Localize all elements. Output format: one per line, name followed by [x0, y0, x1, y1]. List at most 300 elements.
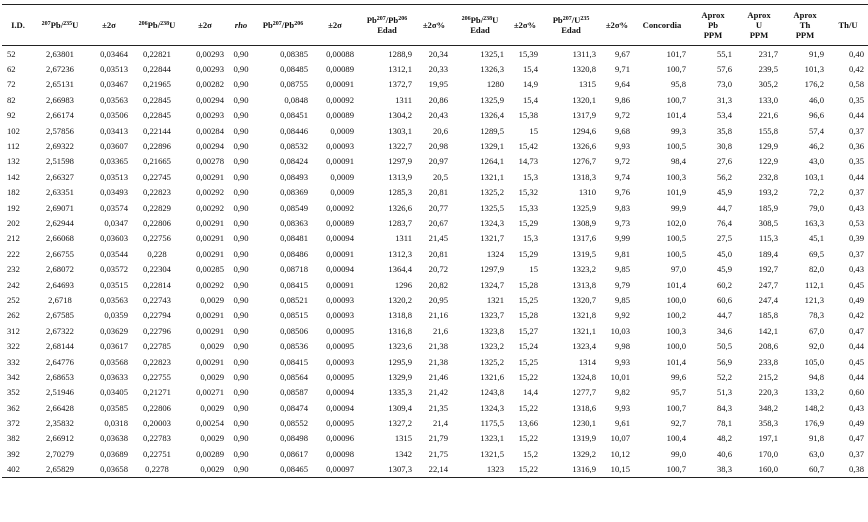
- cell-pb207-pb206-age: 1283,7: [388, 217, 412, 228]
- cell-err-2s-2: 0,00284: [196, 125, 224, 136]
- cell-th-u: 0,42: [848, 64, 864, 75]
- cell-approx-th-ppm: 79,0: [808, 202, 824, 213]
- cell-pb207-u235: 2,64776: [46, 356, 74, 367]
- cell-pb207-u235-age: 1316,9: [572, 464, 596, 475]
- cell-approx-pb-ppm: 52,2: [716, 371, 732, 382]
- cell-err-2s-pct-3: 9,68: [614, 125, 630, 136]
- cell-approx-th-ppm: 105,0: [804, 356, 824, 367]
- cell-err-2s-2: 0,00278: [196, 156, 224, 167]
- table-row: [2, 415, 868, 430]
- cell-pb206-u238: 0,22845: [143, 110, 171, 121]
- cell-rho: 0,90: [233, 464, 249, 475]
- cell-approx-th-ppm: 163,3: [804, 217, 824, 228]
- cell-pb207-u235-age: 1326,6: [572, 141, 596, 152]
- cell-pb207-pb206: 0,08617: [280, 448, 308, 459]
- cell-err-2s-1: 0,03365: [100, 156, 128, 167]
- header-part-pre: Concordia: [642, 20, 682, 30]
- cell-pb207-pb206-age: 1309,4: [388, 402, 412, 413]
- cell-err-2s-pct-3: 9,85: [614, 294, 630, 305]
- cell-err-2s-1: 0,03603: [100, 233, 128, 244]
- cell-approx-pb-ppm: 60,2: [716, 279, 732, 290]
- cell-pb206-u238-age: 1324: [486, 248, 504, 259]
- cell-approx-u-ppm: 185,8: [758, 310, 778, 321]
- cell-pb207-u235: 2,67585: [46, 310, 74, 321]
- header-part-pre: ±2σ: [102, 20, 116, 30]
- table-row: [2, 215, 868, 230]
- cell-rho: 0,90: [233, 448, 249, 459]
- cell-err-2s-pct-3: 10,03: [610, 325, 630, 336]
- header-part-mid: Pb/: [470, 15, 484, 25]
- cell-err-2s-pct-3: 10,07: [610, 433, 630, 444]
- cell-err-2s-pct-2: 15,3: [522, 233, 538, 244]
- cell-pb206-u238-age: 1243,8: [480, 387, 504, 398]
- cell-pb207-pb206-age: 1304,2: [388, 110, 412, 121]
- cell-err-2s-1: 0,03585: [100, 402, 128, 413]
- cell-id: 332: [7, 356, 20, 367]
- cell-err-2s-pct-1: 20,97: [428, 156, 448, 167]
- table-row: [2, 77, 868, 92]
- cell-approx-th-ppm: 133,2: [804, 387, 824, 398]
- cell-rho: 0,90: [233, 171, 249, 182]
- cell-th-u: 0,44: [848, 171, 864, 182]
- cell-pb206-u238-age: 1175,5: [480, 418, 504, 429]
- cell-pb207-pb206-age: 1364,4: [388, 264, 412, 275]
- cell-rho: 0,90: [233, 94, 249, 105]
- cell-id: 52: [7, 48, 16, 59]
- table-body: [2, 46, 868, 478]
- cell-err-2s-pct-2: 13,66: [518, 418, 538, 429]
- cell-pb207-u235: 2,70279: [46, 448, 74, 459]
- header-part-pre: Aprox: [793, 10, 817, 20]
- cell-err-2s-pct-2: 15,27: [518, 325, 538, 336]
- cell-id: 342: [7, 371, 20, 382]
- cell-id: 202: [7, 217, 20, 228]
- cell-pb207-u235: 2,66327: [46, 171, 74, 182]
- cell-err-2s-2: 0,00294: [196, 94, 224, 105]
- cell-err-2s-2: 0,00291: [196, 233, 224, 244]
- cell-err-2s-pct-1: 21,4: [432, 418, 448, 429]
- cell-th-u: 0,53: [848, 217, 864, 228]
- table-row: [2, 446, 868, 461]
- cell-err-2s-2: 0,00289: [196, 448, 224, 459]
- cell-err-2s-3: 0,00094: [326, 264, 354, 275]
- cell-err-2s-2: 0,00292: [196, 187, 224, 198]
- cell-pb207-pb206: 0,08486: [280, 248, 308, 259]
- header-part-line3: PPM: [703, 30, 723, 40]
- cell-err-2s-1: 0,0359: [104, 310, 128, 321]
- cell-err-2s-2: 0,00292: [196, 202, 224, 213]
- header-part-line2: Edad: [377, 25, 397, 35]
- cell-err-2s-pct-1: 21,75: [428, 448, 448, 459]
- cell-id: 402: [7, 464, 20, 475]
- header-line: [643, 20, 682, 30]
- cell-err-2s-pct-1: 21,35: [428, 402, 448, 413]
- cell-err-2s-pct-1: 20,67: [428, 217, 448, 228]
- header-rho: [228, 5, 254, 46]
- cell-approx-th-ppm: 176,9: [804, 418, 824, 429]
- cell-pb207-u235: 2,69071: [46, 202, 74, 213]
- cell-pb207-pb206: 0,0848: [284, 94, 308, 105]
- cell-pb206-u238-age: 1326,4: [480, 110, 504, 121]
- cell-rho: 0,90: [233, 64, 249, 75]
- cell-pb207-u235-age: 1308,9: [572, 217, 596, 228]
- cell-err-2s-pct-2: 14,4: [522, 387, 538, 398]
- header-line: [139, 20, 176, 30]
- cell-pb206-u238: 0,22821: [143, 48, 171, 59]
- cell-th-u: 0,44: [848, 371, 864, 382]
- cell-err-2s-pct-2: 15,2: [522, 448, 538, 459]
- cell-pb206-u238-age: 1329,1: [480, 141, 504, 152]
- cell-concordia: 100,0: [666, 294, 686, 305]
- cell-pb206-u238: 0,22796: [143, 325, 171, 336]
- header-part-pre: ±2σ: [198, 20, 212, 30]
- cell-err-2s-pct-3: 9,83: [614, 202, 630, 213]
- cell-err-2s-1: 0,03633: [100, 371, 128, 382]
- cell-err-2s-1: 0,03563: [100, 294, 128, 305]
- cell-approx-u-ppm: 189,4: [758, 248, 778, 259]
- cell-approx-pb-ppm: 45,0: [716, 248, 732, 259]
- header-line: [367, 15, 407, 25]
- cell-approx-th-ppm: 46,2: [808, 141, 824, 152]
- cell-concordia: 100,7: [666, 464, 686, 475]
- cell-pb207-pb206: 0,08481: [280, 233, 308, 244]
- cell-err-2s-pct-1: 19,95: [428, 79, 448, 90]
- table-row: [2, 462, 868, 478]
- cell-pb207-u235-age: 1317,6: [572, 233, 596, 244]
- cell-pb207-pb206: 0,08363: [280, 217, 308, 228]
- header-part-pre: ±2σ: [328, 20, 342, 30]
- cell-concordia: 102,0: [666, 217, 686, 228]
- cell-pb207-u235-age: 1319,5: [572, 248, 596, 259]
- cell-err-2s-pct-2: 15,39: [518, 48, 538, 59]
- cell-th-u: 0,44: [848, 341, 864, 352]
- cell-pb206-u238-age: 1297,9: [480, 264, 504, 275]
- cell-pb207-u235-age: 1320,7: [572, 294, 596, 305]
- cell-pb206-u238: 0,22806: [143, 402, 171, 413]
- cell-err-2s-3: 0,0009: [330, 171, 354, 182]
- cell-pb207-pb206-age: 1313,9: [388, 171, 412, 182]
- cell-concordia: 100,5: [666, 248, 686, 259]
- header-concordia: [634, 5, 690, 46]
- cell-approx-u-ppm: 193,2: [758, 187, 778, 198]
- cell-approx-th-ppm: 57,4: [808, 125, 824, 136]
- header-pb207-pb206-age: [358, 5, 416, 46]
- cell-err-2s-2: 0,0029: [200, 433, 224, 444]
- cell-id: 102: [7, 125, 20, 136]
- cell-approx-u-ppm: 305,2: [758, 79, 778, 90]
- cell-rho: 0,90: [233, 433, 249, 444]
- cell-err-2s-pct-3: 9,64: [614, 79, 630, 90]
- header-part-sup: 207: [272, 21, 282, 27]
- cell-err-2s-pct-1: 21,79: [428, 433, 448, 444]
- cell-approx-pb-ppm: 40,6: [716, 448, 732, 459]
- header-line: [514, 20, 536, 30]
- cell-pb207-u235-age: 1277,7: [572, 387, 596, 398]
- cell-approx-th-ppm: 82,0: [808, 264, 824, 275]
- header-line: [235, 20, 247, 30]
- cell-err-2s-pct-2: 14,9: [522, 79, 538, 90]
- cell-pb207-u235-age: 1329,2: [572, 448, 596, 459]
- cell-err-2s-pct-3: 9,85: [614, 264, 630, 275]
- cell-approx-th-ppm: 92,0: [808, 341, 824, 352]
- cell-pb207-u235: 2,62944: [46, 217, 74, 228]
- cell-pb207-u235-age: 1323,4: [572, 341, 596, 352]
- cell-err-2s-pct-3: 10,12: [610, 448, 630, 459]
- cell-approx-pb-ppm: 44,7: [716, 310, 732, 321]
- cell-pb206-u238-age: 1280: [486, 79, 504, 90]
- cell-approx-u-ppm: 197,1: [758, 433, 778, 444]
- cell-approx-u-ppm: 122,9: [758, 156, 778, 167]
- cell-err-2s-pct-2: 14,73: [518, 156, 538, 167]
- table-row: [2, 123, 868, 138]
- cell-pb206-u238-age: 1321,1: [480, 171, 504, 182]
- cell-err-2s-pct-1: 21,46: [428, 371, 448, 382]
- cell-pb207-u235: 2,51946: [46, 387, 74, 398]
- cell-approx-u-ppm: 239,5: [758, 64, 778, 75]
- table-row: [2, 400, 868, 415]
- cell-pb206-u238-age: 1326,3: [480, 64, 504, 75]
- cell-pb207-u235: 2,66068: [46, 233, 74, 244]
- cell-err-2s-3: 0,00093: [326, 294, 354, 305]
- cell-pb207-u235: 2,66983: [46, 94, 74, 105]
- cell-err-2s-2: 0,00294: [196, 141, 224, 152]
- cell-err-2s-2: 0,00271: [196, 387, 224, 398]
- header-part-sup2: 238: [160, 21, 170, 27]
- cell-pb207-pb206: 0,08415: [280, 279, 308, 290]
- cell-approx-th-ppm: 148,2: [804, 402, 824, 413]
- cell-rho: 0,90: [233, 248, 249, 259]
- cell-pb207-u235-age: 1319,9: [572, 433, 596, 444]
- cell-approx-pb-ppm: 56,9: [716, 356, 732, 367]
- table-row: [2, 246, 868, 261]
- uranium-lead-data-table: [2, 4, 868, 478]
- cell-id: 392: [7, 448, 20, 459]
- cell-rho: 0,90: [233, 264, 249, 275]
- cell-err-2s-2: 0,0029: [200, 402, 224, 413]
- header-part-sup: 206: [138, 21, 148, 27]
- cell-pb207-pb206: 0,08485: [280, 64, 308, 75]
- cell-pb206-u238: 0,21965: [143, 79, 171, 90]
- cell-pb206-u238: 0,22743: [143, 294, 171, 305]
- cell-pb207-u235-age: 1294,6: [572, 125, 596, 136]
- table-row: [2, 323, 868, 338]
- cell-err-2s-pct-3: 9,98: [614, 341, 630, 352]
- cell-err-2s-1: 0,03413: [100, 125, 128, 136]
- header-line: [747, 10, 770, 20]
- cell-concordia: 99,9: [670, 202, 686, 213]
- cell-th-u: 0,35: [848, 94, 864, 105]
- cell-concordia: 97,0: [670, 264, 686, 275]
- results-table-container: [2, 4, 864, 478]
- cell-err-2s-3: 0,00097: [326, 464, 354, 475]
- cell-pb207-u235: 2,68653: [46, 371, 74, 382]
- cell-err-2s-1: 0,03493: [100, 187, 128, 198]
- cell-th-u: 0,49: [848, 418, 864, 429]
- cell-rho: 0,90: [233, 325, 249, 336]
- cell-pb207-u235: 2,66755: [46, 248, 74, 259]
- cell-err-2s-1: 0,03658: [100, 464, 128, 475]
- cell-err-2s-pct-1: 20,72: [428, 264, 448, 275]
- cell-pb207-pb206: 0,08549: [280, 202, 308, 213]
- cell-pb207-pb206: 0,08369: [280, 187, 308, 198]
- cell-pb207-u235-age: 1320,1: [572, 94, 596, 105]
- cell-pb206-u238: 0,20003: [143, 418, 171, 429]
- cell-pb207-u235: 2,65131: [46, 79, 74, 90]
- cell-th-u: 0,39: [848, 233, 864, 244]
- cell-id: 242: [7, 279, 20, 290]
- header-approx-pb-ppm: [690, 5, 736, 46]
- cell-err-2s-pct-2: 15,25: [518, 356, 538, 367]
- cell-pb206-u238-age: 1321,5: [480, 448, 504, 459]
- cell-err-2s-pct-2: 15,33: [518, 202, 538, 213]
- cell-id: 232: [7, 264, 20, 275]
- cell-err-2s-1: 0,03629: [100, 325, 128, 336]
- cell-concordia: 95,7: [670, 387, 686, 398]
- cell-err-2s-1: 0,03563: [100, 94, 128, 105]
- cell-rho: 0,90: [233, 79, 249, 90]
- cell-err-2s-pct-3: 9,92: [614, 310, 630, 321]
- cell-approx-u-ppm: 247,7: [758, 279, 778, 290]
- header-pb206-u238-age: [452, 5, 508, 46]
- cell-err-2s-3: 0,00098: [326, 448, 354, 459]
- cell-approx-th-ppm: 43,0: [808, 156, 824, 167]
- cell-err-2s-2: 0,0029: [200, 371, 224, 382]
- header-pb206-u238: [132, 5, 182, 46]
- header-part-mid: I.D.: [11, 20, 25, 30]
- cell-concordia: 99,3: [670, 125, 686, 136]
- cell-concordia: 100,0: [666, 341, 686, 352]
- cell-err-2s-pct-3: 9,99: [614, 233, 630, 244]
- cell-concordia: 100,2: [666, 310, 686, 321]
- cell-err-2s-pct-3: 9,73: [614, 217, 630, 228]
- cell-pb207-pb206: 0,08415: [280, 356, 308, 367]
- cell-pb206-u238: 0,22785: [143, 341, 171, 352]
- cell-approx-u-ppm: 358,3: [758, 418, 778, 429]
- header-part-line3: PPM: [749, 30, 769, 40]
- cell-err-2s-3: 0,00095: [326, 371, 354, 382]
- cell-approx-u-ppm: 231,7: [758, 48, 778, 59]
- cell-err-2s-1: 0,03638: [100, 433, 128, 444]
- cell-concordia: 100,7: [666, 94, 686, 105]
- cell-pb206-u238: 0,22751: [143, 448, 171, 459]
- cell-approx-th-ppm: 94,8: [808, 371, 824, 382]
- cell-pb207-u235: 2,68144: [46, 341, 74, 352]
- cell-err-2s-pct-2: 15: [529, 264, 538, 275]
- cell-pb206-u238-age: 1325,1: [480, 48, 504, 59]
- table-row: [2, 431, 868, 446]
- header-line: [838, 20, 857, 30]
- cell-rho: 0,90: [233, 310, 249, 321]
- cell-pb206-u238-age: 1325,2: [480, 356, 504, 367]
- cell-pb206-u238-age: 1289,5: [480, 125, 504, 136]
- cell-err-2s-pct-1: 21,38: [428, 341, 448, 352]
- cell-concordia: 95,8: [670, 79, 686, 90]
- cell-pb206-u238-age: 1324,3: [480, 402, 504, 413]
- cell-err-2s-3: 0,00089: [326, 217, 354, 228]
- cell-id: 132: [7, 156, 20, 167]
- cell-err-2s-3: 0,00089: [326, 110, 354, 121]
- cell-err-2s-1: 0,03515: [100, 279, 128, 290]
- cell-approx-pb-ppm: 27,6: [716, 156, 732, 167]
- cell-err-2s-pct-1: 21,45: [428, 233, 448, 244]
- cell-pb207-pb206-age: 1311: [395, 233, 412, 244]
- header-pb207-u235: [34, 5, 86, 46]
- table-row: [2, 61, 868, 76]
- cell-th-u: 0,43: [848, 402, 864, 413]
- cell-pb207-pb206: 0,08385: [280, 48, 308, 59]
- cell-pb206-u238-age: 1321,7: [480, 233, 504, 244]
- cell-approx-th-ppm: 96,6: [808, 110, 824, 121]
- cell-err-2s-pct-3: 9,71: [614, 64, 630, 75]
- cell-err-2s-pct-2: 15,29: [518, 248, 538, 259]
- cell-approx-u-ppm: 170,0: [758, 448, 778, 459]
- cell-th-u: 0,42: [848, 310, 864, 321]
- cell-pb207-u235-age: 1313,8: [572, 279, 596, 290]
- cell-pb207-pb206-age: 1285,3: [388, 187, 412, 198]
- header-part-mid: /Pb: [385, 15, 399, 25]
- cell-approx-u-ppm: 232,8: [758, 171, 778, 182]
- cell-pb207-u235: 2,6718: [48, 294, 72, 305]
- cell-err-2s-2: 0,00282: [196, 79, 224, 90]
- cell-pb207-u235-age: 1311,3: [572, 48, 596, 59]
- header-line: [423, 20, 445, 30]
- cell-concordia: 101,4: [666, 279, 686, 290]
- cell-pb207-u235-age: 1318,3: [572, 171, 596, 182]
- cell-err-2s-pct-1: 21,38: [428, 356, 448, 367]
- cell-approx-th-ppm: 45,1: [808, 233, 824, 244]
- cell-err-2s-3: 0,00092: [326, 202, 354, 213]
- cell-approx-pb-ppm: 57,6: [716, 64, 732, 75]
- cell-pb206-u238: 0,22783: [143, 433, 171, 444]
- cell-pb207-pb206-age: 1326,6: [388, 202, 412, 213]
- cell-err-2s-3: 0,00091: [326, 248, 354, 259]
- cell-err-2s-pct-3: 9,72: [614, 110, 630, 121]
- cell-approx-th-ppm: 103,1: [804, 171, 824, 182]
- cell-pb206-u238-age: 1323,7: [480, 310, 504, 321]
- cell-rho: 0,90: [233, 48, 249, 59]
- cell-err-2s-pct-3: 10,01: [610, 371, 630, 382]
- cell-err-2s-pct-2: 15,4: [522, 64, 538, 75]
- cell-err-2s-2: 0,00291: [196, 310, 224, 321]
- cell-err-2s-pct-1: 20,43: [428, 110, 448, 121]
- header-line: [606, 20, 628, 30]
- header-err-2s-1: [86, 5, 132, 46]
- table-row: [2, 277, 868, 292]
- cell-concordia: 100,5: [666, 233, 686, 244]
- cell-err-2s-2: 0,00291: [196, 356, 224, 367]
- cell-pb207-pb206-age: 1296: [394, 279, 412, 290]
- cell-err-2s-pct-1: 20,6: [432, 125, 448, 136]
- cell-approx-u-ppm: 308,5: [758, 217, 778, 228]
- cell-err-2s-pct-3: 9,61: [614, 418, 630, 429]
- cell-id: 212: [7, 233, 20, 244]
- cell-pb207-pb206-age: 1372,7: [388, 79, 412, 90]
- cell-rho: 0,90: [233, 156, 249, 167]
- header-part-sup: 207: [376, 16, 386, 22]
- cell-err-2s-3: 0,00094: [326, 233, 354, 244]
- cell-approx-u-ppm: 220,3: [758, 387, 778, 398]
- cell-pb206-u238-age: 1321,6: [480, 371, 504, 382]
- cell-err-2s-pct-1: 20,82: [428, 279, 448, 290]
- cell-pb207-u235-age: 1230,1: [572, 418, 596, 429]
- cell-err-2s-pct-2: 15,32: [518, 187, 538, 198]
- cell-approx-th-ppm: 67,0: [808, 325, 824, 336]
- cell-pb206-u238: 0,2278: [145, 464, 169, 475]
- cell-err-2s-pct-3: 9,74: [614, 171, 630, 182]
- header-line: [102, 20, 116, 30]
- header-err-2s-pct-1: [416, 5, 452, 46]
- cell-approx-pb-ppm: 53,4: [716, 110, 732, 121]
